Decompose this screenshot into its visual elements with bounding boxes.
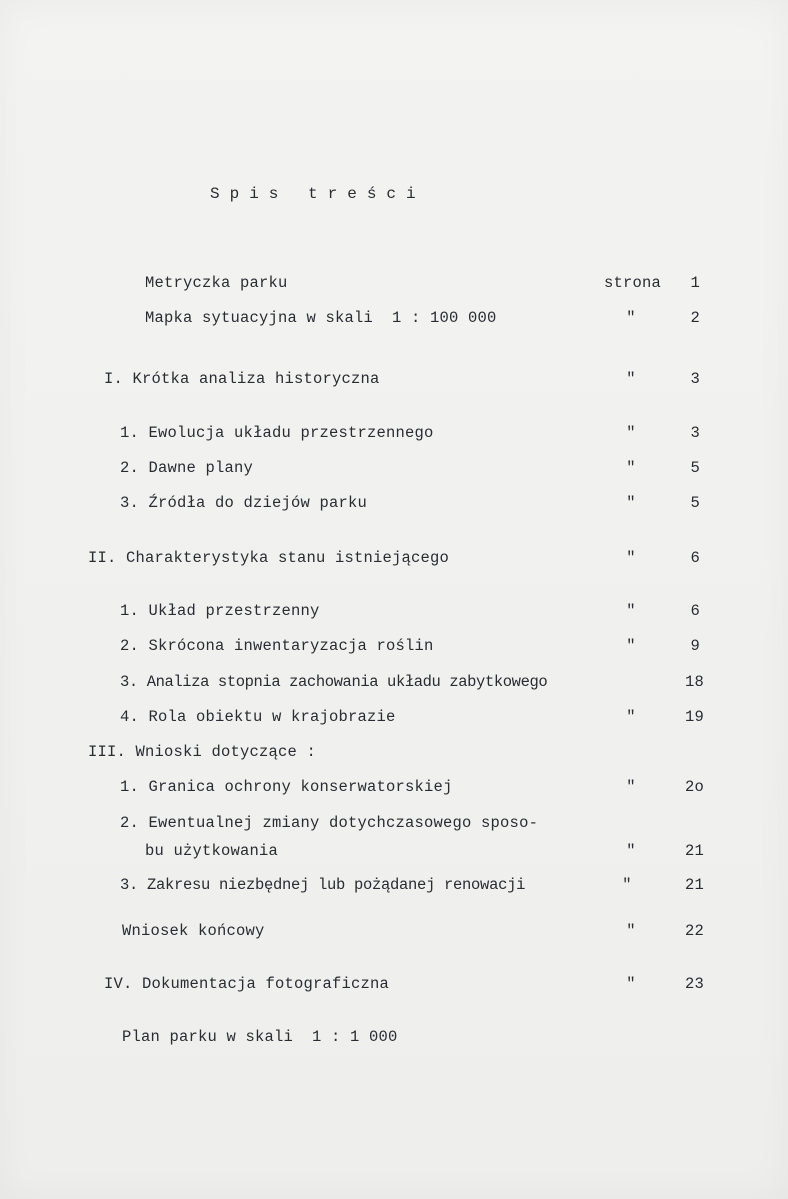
toc-entry-label: 2. Skrócona inwentaryzacja roślin bbox=[120, 637, 434, 655]
toc-entry-page: 6 bbox=[690, 549, 700, 567]
page-title: Spis treści bbox=[210, 185, 426, 203]
toc-entry-mark: strona bbox=[604, 274, 662, 292]
toc-entry-mark: " bbox=[626, 494, 636, 512]
toc-entry-mark: " bbox=[622, 876, 632, 894]
toc-section-label: III. Wnioski dotyczące : bbox=[88, 743, 317, 761]
toc-entry-page: 22 bbox=[684, 922, 704, 940]
toc-entry-label: Plan parku w skali 1 : 1 000 bbox=[122, 1028, 398, 1046]
toc-section-label: II. Charakterystyka stanu istniejącego bbox=[88, 549, 450, 567]
toc-entry-page: 9 bbox=[690, 637, 700, 655]
toc-entry-page: 21 bbox=[684, 876, 704, 894]
toc-entry-label: 1. Ewolucja układu przestrzennego bbox=[120, 424, 434, 442]
toc-entry-page: 6 bbox=[690, 602, 700, 620]
toc-entry-page: 3 bbox=[690, 424, 700, 442]
toc-entry-page: 2 bbox=[690, 309, 700, 327]
toc-entry-mark: " bbox=[626, 602, 636, 620]
toc-entry-label: Metryczka parku bbox=[145, 274, 288, 292]
toc-section-label: I. Krótka analiza historyczna bbox=[104, 370, 380, 388]
toc-entry-label: 3. Źródła do dziejów parku bbox=[120, 494, 368, 512]
toc-entry-page: 18 bbox=[684, 673, 704, 691]
toc-entry-page: 19 bbox=[684, 708, 704, 726]
toc-entry-mark: " bbox=[626, 309, 636, 327]
toc-entry-label: Mapka sytuacyjna w skali 1 : 100 000 bbox=[145, 309, 497, 327]
toc-entry-label: 3. Analiza stopnia zachowania układu zabytkowego bbox=[120, 673, 548, 691]
toc-entry-page: 1 bbox=[690, 274, 700, 292]
toc-entry-mark: " bbox=[626, 922, 636, 940]
toc-entry-label-continued: bu użytkowania bbox=[145, 842, 279, 860]
toc-entry-page: 5 bbox=[690, 459, 700, 477]
toc-entry-page: 5 bbox=[690, 494, 700, 512]
toc-entry-page: 2o bbox=[684, 778, 704, 796]
toc-section-label: IV. Dokumentacja fotograficzna bbox=[104, 975, 390, 993]
toc-entry-page: 23 bbox=[684, 975, 704, 993]
toc-entry-label: 1. Układ przestrzenny bbox=[120, 602, 320, 620]
toc-entry-label: 1. Granica ochrony konserwatorskiej bbox=[120, 778, 453, 796]
toc-entry-label: Wniosek końcowy bbox=[122, 922, 265, 940]
toc-entry-mark: " bbox=[626, 424, 636, 442]
toc-entry-label: 4. Rola obiektu w krajobrazie bbox=[120, 708, 396, 726]
toc-entry-label: 2. Dawne plany bbox=[120, 459, 254, 477]
toc-entry-mark: " bbox=[626, 708, 636, 726]
toc-entry-mark: " bbox=[626, 975, 636, 993]
toc-entry-mark: " bbox=[626, 637, 636, 655]
toc-entry-label: 3. Zakresu niezbędnej lub pożądanej renowacji bbox=[120, 876, 526, 894]
toc-entry-mark: " bbox=[626, 778, 636, 796]
toc-entry-mark: " bbox=[626, 549, 636, 567]
toc-entry-label: 2. Ewentualnej zmiany dotychczasowego sposo- bbox=[120, 814, 539, 832]
toc-entry-page: 21 bbox=[684, 842, 704, 860]
toc-entry-page: 3 bbox=[690, 370, 700, 388]
toc-entry-mark: " bbox=[626, 459, 636, 477]
toc-entry-mark: " bbox=[626, 842, 636, 860]
toc-entry-mark: " bbox=[626, 370, 636, 388]
